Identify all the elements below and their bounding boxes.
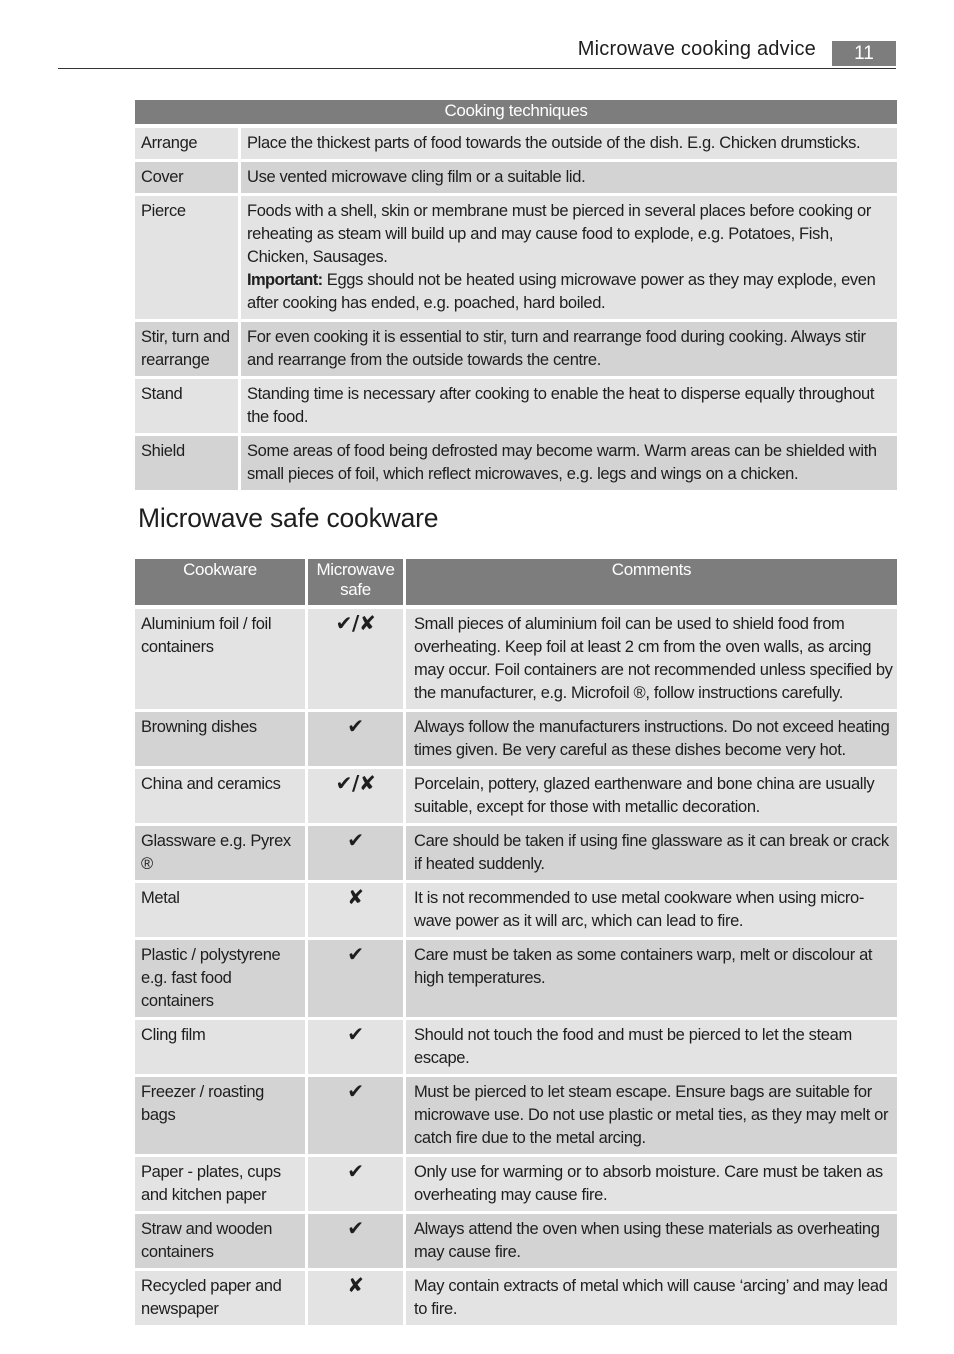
cookware-comment: Always follow the manufacturers instructions. Do not exceed heating times given. Be very careful as these dishes become very hot.: [406, 712, 897, 769]
cookware-item: Paper - plates, cups and kitchen paper: [135, 1157, 308, 1214]
cookware-item: Plastic / polystyrene e.g. fast food containers: [135, 940, 308, 1020]
page-number-badge: 11: [832, 41, 896, 66]
technique-description-text: Foods with a shell, skin or membrane must be pierced in several places before cooking or reheating as steam will build up and may cause food to explode, e.g. Potatoes, Fish, Chicken, Sausages.: [247, 202, 872, 266]
table-row: [135, 769, 897, 826]
cookware-comment: Care must be taken as some containers warp, melt or discolour at high temperatures.: [406, 940, 897, 1020]
cookware-item: Aluminium foil / foil containers: [135, 609, 308, 712]
table-row: [135, 322, 897, 379]
cookware-comment: It is not recommended to use metal cookware when using micro-wave power as it will arc, which can lead to fire.: [406, 883, 897, 940]
table-row: [135, 712, 897, 769]
cooking-techniques-table: [135, 100, 897, 493]
cookware-comment: Care should be taken if using fine glassware as it can break or crack if heated suddenly.: [406, 826, 897, 883]
cookware-item: Straw and wooden containers: [135, 1214, 308, 1271]
safe-indicator: ✔: [308, 1020, 406, 1077]
column-header-comments: Comments: [406, 559, 897, 609]
technique-description: Place the thickest parts of food towards the outside of the dish. E.g. Chicken drumsticks.: [241, 128, 897, 162]
safe-indicator: ✔: [308, 1214, 406, 1271]
cookware-comment: Only use for warming or to absorb moisture. Care must be taken as overheating may cause fire.: [406, 1157, 897, 1214]
cookware-item: Cling film: [135, 1020, 308, 1077]
table-row: [135, 128, 897, 162]
table-row: [135, 436, 897, 493]
safe-indicator: ✔/✘: [308, 769, 406, 826]
technique-description: [241, 196, 897, 322]
cookware-item: Recycled paper and newspaper: [135, 1271, 308, 1328]
table-row: [135, 609, 897, 712]
cookware-comment: Small pieces of aluminium foil can be used to shield food from overheating. Keep foil at least 2 cm from the oven walls, as arcing may occur. Foil containers are not recommended unless specified by the manufacturer, e.g. Microfoil ®, follow instructions carefully.: [406, 609, 897, 712]
safe-indicator: ✔/✘: [308, 609, 406, 712]
table-row: [135, 883, 897, 940]
technique-term: Cover: [135, 162, 241, 196]
safe-indicator: ✔: [308, 940, 406, 1020]
header-divider: [58, 68, 896, 69]
table-row: [135, 1214, 897, 1271]
technique-term: Arrange: [135, 128, 241, 162]
cookware-table: [135, 559, 897, 1328]
safe-indicator: ✔: [308, 826, 406, 883]
table-header-row: [135, 559, 897, 609]
technique-term: Pierce: [135, 196, 241, 322]
technique-term: Shield: [135, 436, 241, 493]
technique-term: Stir, turn and rearrange: [135, 322, 241, 379]
table-row: [135, 1271, 897, 1328]
table-row: [135, 940, 897, 1020]
technique-description: For even cooking it is essential to stir, turn and rearrange food during cooking. Always stir and rearrange from the outside towards the centre.: [241, 322, 897, 379]
table-row: [135, 1077, 897, 1157]
important-note: [247, 269, 891, 315]
cookware-comment: Always attend the oven when using these materials as overheating may cause fire.: [406, 1214, 897, 1271]
cookware-comment: Should not touch the food and must be pierced to let the steam escape.: [406, 1020, 897, 1077]
table-row: [135, 162, 897, 196]
cookware-item: China and ceramics: [135, 769, 308, 826]
cookware-comment: Must be pierced to let steam escape. Ensure bags are suitable for microwave use. Do not use plastic or metal ties, as they may melt or catch fire due to the metal arcing.: [406, 1077, 897, 1157]
column-header-cookware: Cookware: [135, 559, 308, 609]
safe-indicator: ✔: [308, 712, 406, 769]
important-label: Important:: [247, 271, 323, 289]
cookware-item: Browning dishes: [135, 712, 308, 769]
table-row: [135, 196, 897, 322]
cookware-comment: Porcelain, pottery, glazed earthenware and bone china are usually suitable, except for those with metallic decoration.: [406, 769, 897, 826]
cookware-item: Metal: [135, 883, 308, 940]
table-row: [135, 379, 897, 436]
table-row: [135, 1020, 897, 1077]
table-row: [135, 826, 897, 883]
technique-description: Use vented microwave cling film or a suitable lid.: [241, 162, 897, 196]
section-heading: Microwave safe cookware: [138, 503, 439, 533]
safe-indicator: ✔: [308, 1157, 406, 1214]
table-row: [135, 1157, 897, 1214]
safe-indicator: ✔: [308, 1077, 406, 1157]
header-title: Microwave cooking advice: [577, 38, 816, 60]
safe-indicator: ✘: [308, 1271, 406, 1328]
column-header-microwave-safe: Microwave safe: [308, 559, 406, 609]
cooking-techniques-heading: Cooking techniques: [135, 100, 897, 128]
technique-description: Some areas of food being defrosted may become warm. Warm areas can be shielded with small pieces of foil, which reflect microwaves, e.g. legs and wings on a chicken.: [241, 436, 897, 493]
technique-term: Stand: [135, 379, 241, 436]
safe-indicator: ✘: [308, 883, 406, 940]
cookware-item: Freezer / roasting bags: [135, 1077, 308, 1157]
cookware-comment: May contain extracts of metal which will cause ‘arcing’ and may lead to fire.: [406, 1271, 897, 1328]
cookware-item: Glassware e.g. Pyrex ®: [135, 826, 308, 883]
important-text: Eggs should not be heated using microwave power as they may explode, even after cooking has ended, e.g. poached, hard boiled.: [247, 271, 876, 312]
technique-description: Standing time is necessary after cooking to enable the heat to disperse equally throughout the food.: [241, 379, 897, 436]
